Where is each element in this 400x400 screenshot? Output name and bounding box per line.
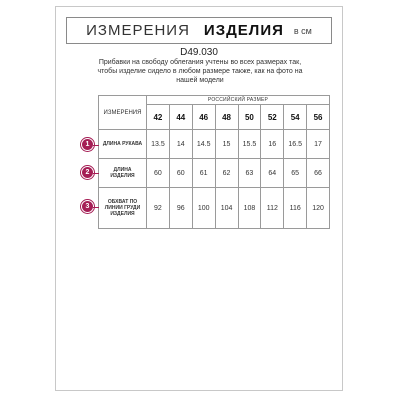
table-cell: 14.5 — [192, 130, 215, 159]
title-main: ИЗМЕРЕНИЯ — [86, 22, 190, 39]
table-cell: 63 — [238, 159, 261, 188]
table-cell: 64 — [261, 159, 284, 188]
size-header: 44 — [169, 105, 192, 130]
badge-number: 2 — [85, 169, 90, 176]
size-header: 52 — [261, 105, 284, 130]
row-label: ДЛИНА РУКАВА — [99, 130, 147, 159]
title-bold: ИЗДЕЛИЯ — [203, 22, 284, 39]
row-label: ДЛИНА ИЗДЕЛИЯ — [99, 159, 147, 188]
table-header-row — [99, 96, 330, 105]
size-header: 56 — [307, 105, 330, 130]
table-cell: 60 — [147, 159, 170, 188]
table-cell: 15.5 — [238, 130, 261, 159]
badge-pointer-line — [93, 173, 99, 174]
table-cell: 16.5 — [284, 130, 307, 159]
table-cell: 120 — [307, 188, 330, 229]
table-row — [99, 188, 330, 229]
table-cell: 17 — [307, 130, 330, 159]
size-table — [98, 95, 330, 229]
table-cell: 100 — [192, 188, 215, 229]
fit-note: Прибавки на свободу облегания учтены во всех размерах так, чтобы изделие сидело в любом размере также, как на фото на нашей модели — [97, 59, 303, 84]
table-cell: 92 — [147, 188, 170, 229]
product-code: D49.030 — [180, 47, 218, 58]
size-header: 46 — [192, 105, 215, 130]
corner-label: ИЗМЕРЕНИЯ — [99, 96, 147, 130]
size-group-label: РОССИЙСКИЙ РАЗМЕР — [147, 96, 330, 105]
table-cell: 62 — [215, 159, 238, 188]
table-cell: 61 — [192, 159, 215, 188]
table-cell: 104 — [215, 188, 238, 229]
table-cell: 116 — [284, 188, 307, 229]
table-cell: 112 — [261, 188, 284, 229]
size-header: 50 — [238, 105, 261, 130]
table-cell: 66 — [307, 159, 330, 188]
row-label: ОБХВАТ ПО ЛИНИИ ГРУДИ ИЗДЕЛИЯ — [99, 188, 147, 229]
size-header: 48 — [215, 105, 238, 130]
table-cell: 13.5 — [147, 130, 170, 159]
badge-pointer-line — [93, 207, 99, 208]
badge-number: 3 — [85, 203, 90, 210]
table-row — [99, 159, 330, 188]
badge-number: 1 — [85, 141, 90, 148]
table-cell: 14 — [169, 130, 192, 159]
row-number-badge — [82, 167, 93, 178]
size-header: 42 — [147, 105, 170, 130]
title-unit: в см — [293, 25, 312, 36]
badge-pointer-line — [93, 145, 99, 146]
title-box — [66, 17, 332, 44]
size-chart-sheet — [55, 6, 343, 391]
table-cell: 108 — [238, 188, 261, 229]
table-cell: 60 — [169, 159, 192, 188]
row-number-badge — [82, 201, 93, 212]
size-header: 54 — [284, 105, 307, 130]
row-number-badge — [82, 139, 93, 150]
table-cell: 65 — [284, 159, 307, 188]
table-cell: 16 — [261, 130, 284, 159]
table-cell: 15 — [215, 130, 238, 159]
table-row — [99, 130, 330, 159]
table-cell: 96 — [169, 188, 192, 229]
